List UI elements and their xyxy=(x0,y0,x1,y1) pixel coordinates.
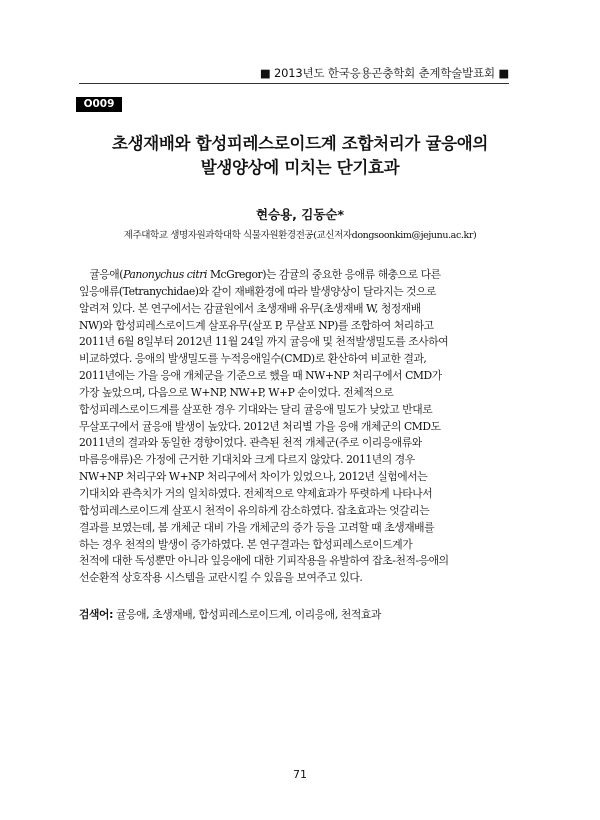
abstract-line: 선순환적 상호작용 시스템을 교란시킬 수 있음을 보여주고 있다. xyxy=(79,571,363,585)
keywords xyxy=(79,607,519,623)
scientific-name: Panonychus citri xyxy=(123,268,207,281)
abstract-code-badge: O009 xyxy=(76,97,122,112)
abstract-line: NW+NP 처리구와 W+NP 처리구에서 차이가 있었으나, 2012년 실험에서는 xyxy=(79,470,428,484)
abstract-line: 하는 경우 천적의 발생이 증가하였다. 본 연구결과는 합성피레스로이드계가 xyxy=(79,537,413,551)
keywords-list: 귤응애, 초생재배, 합성피레스로이드계, 이리응애, 천적효과 xyxy=(113,608,382,621)
abstract-line: 2011년 6월 8일부터 2012년 11월 24일 까지 귤응애 및 천적발생밀도를 조사하여 xyxy=(79,335,449,349)
keywords-label: 검색어: xyxy=(79,608,114,621)
authors: 현승용, 김동순* xyxy=(255,207,345,222)
abstract-line: 무살포구에서 귤응애 발생이 높았다. 2012년 처리별 가을 응애 개체군의 CMD도 xyxy=(79,419,441,433)
abstract-line: NW)와 합성피레스로이드계 살포유무(살포 P, 무살포 NP)를 조합하여 처리하고 xyxy=(79,318,434,332)
abstract-line: 가장 높았으며, 다음으로 W+NP, NW+P, W+P 순이었다. 전체적으로 xyxy=(79,385,394,399)
abstract-line: 귤응애(Panonychus citri McGregor)는 감귤의 중요한 응애류 해충으로 다른 xyxy=(79,268,441,281)
affiliation: 제주대학교 생명자원과학대학 식물자원환경전공(교신저자dongsoonkim@jejunu.ac.kr) xyxy=(123,230,477,241)
abstract-line: 기대치와 관측치가 거의 일치하였다. 전체적으로 약제효과가 뚜렷하게 나타나서 xyxy=(79,486,433,500)
abstract-line: 마름응애류)은 가정에 근거한 기대치와 크게 다르지 않았다. 2011년의 경우 xyxy=(79,453,415,467)
abstract-line: 잎응애류(Tetranychidae)와 같이 재배환경에 따라 발생양상이 달라지는 것으로 xyxy=(79,284,436,298)
abstract-line: 비교하였다. 응애의 발생밀도를 누적응애일수(CMD)로 환산하여 비교한 결과, xyxy=(79,352,427,366)
title-line: 발생양상에 미치는 단기효과 xyxy=(200,158,400,177)
title-line: 초생재배와 합성피레스로이드계 조합처리가 귤응애의 xyxy=(111,134,489,153)
abstract-line: 합성피레스로이드계를 살포한 경우 기대와는 달리 귤응애 밀도가 낮았고 반대로 xyxy=(79,402,433,416)
abstract-line: 알려져 있다. 본 연구에서는 감귤원에서 초생재배 유무(초생재배 W, 청정재배 xyxy=(79,301,421,315)
abstract-line: 2011년에는 가을 응애 개체군을 기준으로 했을 때 NW+NP 처리구에서 CMD가 xyxy=(79,369,442,383)
abstract-line: 천적에 대한 독성뿐만 아니라 잎응애에 대한 기피작용을 유발하여 잡초-천적-응애의 xyxy=(79,554,449,568)
page-number: 71 xyxy=(293,768,307,781)
abstract-line: 2011년의 결과와 동일한 경향이었다. 관측된 천적 개체군(주로 이리응애류와 xyxy=(79,436,422,450)
abstract-line: 결과를 보였는데, 봄 개체군 대비 가을 개체군의 증가 등을 고려할 때 초생재배를 xyxy=(79,520,435,534)
abstract-body xyxy=(79,267,519,587)
conference-name: ■ 2013년도 한국응용곤충학회 춘계학술발표회 ■ xyxy=(259,66,509,80)
paper-title xyxy=(70,132,530,180)
abstract-line: 합성피레스로이드계 살포시 천적이 유의하게 감소하였다. 잡초효과는 엇갈리는 xyxy=(79,503,430,517)
page-header xyxy=(79,62,509,84)
